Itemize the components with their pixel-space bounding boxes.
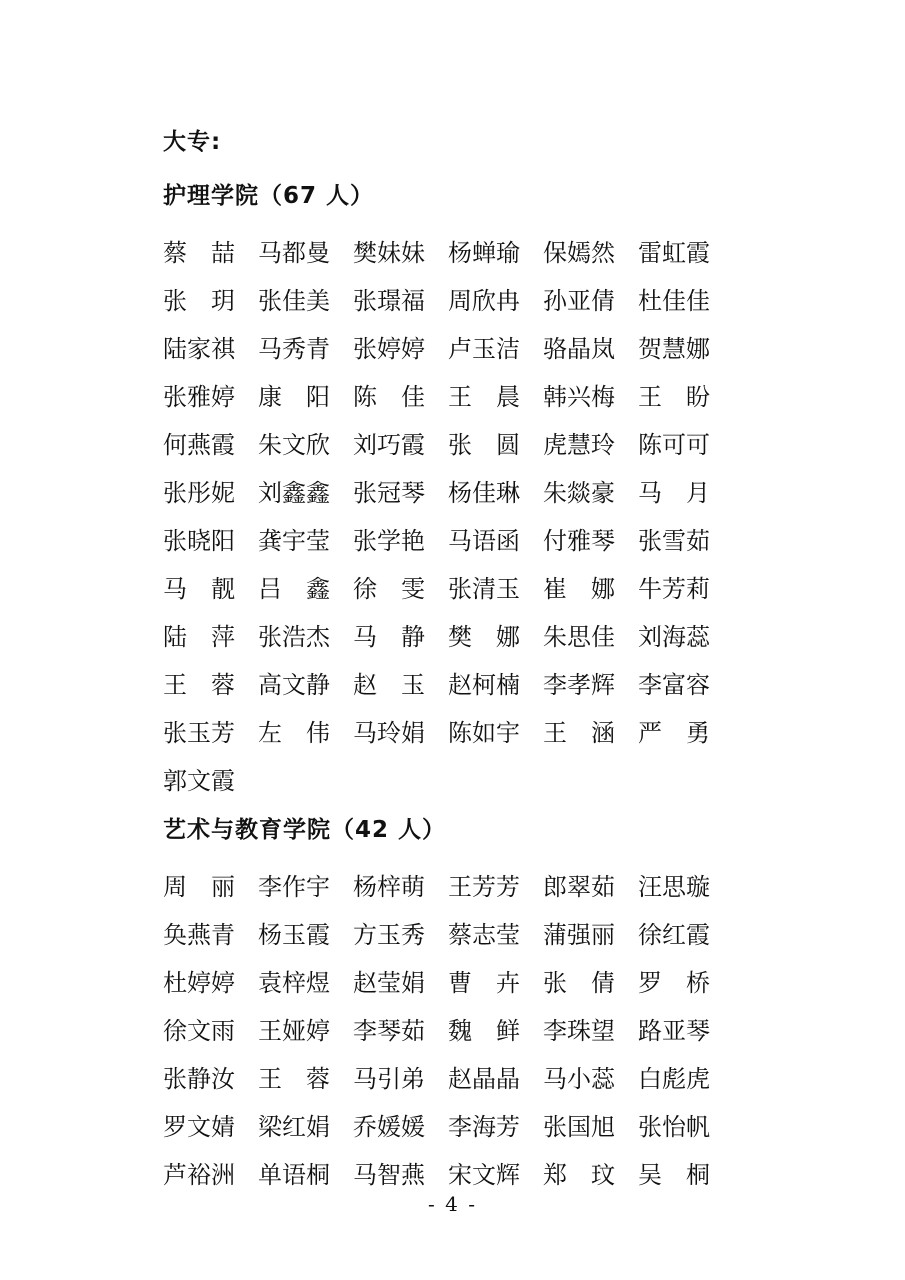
student-name: 杨佳琳 bbox=[448, 479, 520, 507]
student-name: 张冠琴 bbox=[353, 479, 425, 507]
student-name: 徐文雨 bbox=[163, 1017, 235, 1045]
name-row bbox=[163, 277, 710, 325]
student-name: 杜婷婷 bbox=[163, 969, 235, 997]
student-name: 郑玟 bbox=[543, 1161, 615, 1189]
student-name: 张圆 bbox=[448, 431, 520, 459]
student-name: 马玲娟 bbox=[353, 719, 425, 747]
student-name: 高文静 bbox=[258, 671, 330, 699]
student-name: 陆家祺 bbox=[163, 335, 235, 363]
student-name: 赵柯楠 bbox=[448, 671, 520, 699]
student-name: 魏鲜 bbox=[448, 1017, 520, 1045]
name-row bbox=[163, 1103, 710, 1151]
page-number: - 4 - bbox=[428, 1192, 477, 1216]
student-name: 朱燚豪 bbox=[543, 479, 615, 507]
student-name: 罗桥 bbox=[638, 969, 710, 997]
student-name: 李琴茹 bbox=[353, 1017, 425, 1045]
student-name: 吴桐 bbox=[638, 1161, 710, 1189]
student-name: 李富容 bbox=[638, 671, 710, 699]
name-row bbox=[163, 229, 710, 277]
student-name: 王盼 bbox=[638, 383, 710, 411]
student-name: 奂燕青 bbox=[163, 921, 235, 949]
student-name: 韩兴梅 bbox=[543, 383, 615, 411]
student-name: 康阳 bbox=[258, 383, 330, 411]
student-name: 马引弟 bbox=[353, 1065, 425, 1093]
student-name: 崔娜 bbox=[543, 575, 615, 603]
student-name: 保嫣然 bbox=[543, 239, 615, 267]
name-row bbox=[163, 1007, 710, 1055]
student-name: 马小蕊 bbox=[543, 1065, 615, 1093]
name-row bbox=[163, 709, 710, 757]
student-name: 徐雯 bbox=[353, 575, 425, 603]
student-name: 李海芳 bbox=[448, 1113, 520, 1141]
student-name: 刘海蕊 bbox=[638, 623, 710, 651]
name-row bbox=[163, 421, 710, 469]
student-name: 王蓉 bbox=[258, 1065, 330, 1093]
student-name: 张晓阳 bbox=[163, 527, 235, 555]
student-name: 严勇 bbox=[638, 719, 710, 747]
student-name: 乔媛媛 bbox=[353, 1113, 425, 1141]
student-name: 马都曼 bbox=[258, 239, 330, 267]
student-name: 马语函 bbox=[448, 527, 520, 555]
student-name: 李孝辉 bbox=[543, 671, 615, 699]
student-name: 王涵 bbox=[543, 719, 615, 747]
section-art-education-college bbox=[163, 817, 710, 1199]
student-name: 徐红霞 bbox=[638, 921, 710, 949]
student-name: 赵晶晶 bbox=[448, 1065, 520, 1093]
name-row bbox=[163, 911, 710, 959]
student-name: 张浩杰 bbox=[258, 623, 330, 651]
student-name: 郎翠茹 bbox=[543, 873, 615, 901]
page-content bbox=[163, 0, 710, 1205]
student-name: 梁红娟 bbox=[258, 1113, 330, 1141]
student-name: 张静汝 bbox=[163, 1065, 235, 1093]
student-name: 张学艳 bbox=[353, 527, 425, 555]
student-name: 方玉秀 bbox=[353, 921, 425, 949]
student-name: 王蓉 bbox=[163, 671, 235, 699]
student-name: 罗文婧 bbox=[163, 1113, 235, 1141]
student-name: 蒲强丽 bbox=[543, 921, 615, 949]
student-name: 朱思佳 bbox=[543, 623, 615, 651]
student-name: 樊妹妹 bbox=[353, 239, 425, 267]
name-row bbox=[163, 661, 710, 709]
student-name: 左伟 bbox=[258, 719, 330, 747]
name-row bbox=[163, 959, 710, 1007]
student-name: 孙亚倩 bbox=[543, 287, 615, 315]
student-name: 蔡志莹 bbox=[448, 921, 520, 949]
student-name: 陈如宇 bbox=[448, 719, 520, 747]
name-row bbox=[163, 325, 710, 373]
section-title: 艺术与教育学院（42 人） bbox=[163, 817, 447, 843]
name-row bbox=[163, 757, 710, 805]
student-name: 郭文霞 bbox=[163, 767, 235, 795]
student-name: 卢玉洁 bbox=[448, 335, 520, 363]
student-name: 马月 bbox=[638, 479, 710, 507]
student-name: 付雅琴 bbox=[543, 527, 615, 555]
student-name: 李作宇 bbox=[258, 873, 330, 901]
student-name: 虎慧玲 bbox=[543, 431, 615, 459]
student-name: 刘巧霞 bbox=[353, 431, 425, 459]
student-name: 马秀青 bbox=[258, 335, 330, 363]
student-name: 朱文欣 bbox=[258, 431, 330, 459]
student-name: 单语桐 bbox=[258, 1161, 330, 1189]
student-name: 陈可可 bbox=[638, 431, 710, 459]
student-name: 张彤妮 bbox=[163, 479, 235, 507]
degree-heading: 大专: bbox=[163, 129, 222, 155]
student-name: 赵莹娟 bbox=[353, 969, 425, 997]
student-name: 宋文辉 bbox=[448, 1161, 520, 1189]
student-name: 张玉芳 bbox=[163, 719, 235, 747]
student-name: 牛芳莉 bbox=[638, 575, 710, 603]
student-name: 白彪虎 bbox=[638, 1065, 710, 1093]
student-name: 汪思璇 bbox=[638, 873, 710, 901]
student-name: 张佳美 bbox=[258, 287, 330, 315]
name-row bbox=[163, 1055, 710, 1103]
student-name: 杨梓萌 bbox=[353, 873, 425, 901]
student-name: 张雅婷 bbox=[163, 383, 235, 411]
name-row bbox=[163, 863, 710, 911]
student-name: 张雪茹 bbox=[638, 527, 710, 555]
name-row bbox=[163, 517, 710, 565]
student-name: 周欣冉 bbox=[448, 287, 520, 315]
student-name: 龚宇莹 bbox=[258, 527, 330, 555]
student-name: 马静 bbox=[353, 623, 425, 651]
name-list bbox=[163, 229, 710, 805]
student-name: 雷虹霞 bbox=[638, 239, 710, 267]
student-name: 王娅婷 bbox=[258, 1017, 330, 1045]
name-row bbox=[163, 613, 710, 661]
student-name: 杨玉霞 bbox=[258, 921, 330, 949]
student-name: 何燕霞 bbox=[163, 431, 235, 459]
student-name: 李珠望 bbox=[543, 1017, 615, 1045]
section-title: 护理学院（67 人） bbox=[163, 183, 375, 209]
student-name: 王芳芳 bbox=[448, 873, 520, 901]
student-name: 樊娜 bbox=[448, 623, 520, 651]
student-name: 骆晶岚 bbox=[543, 335, 615, 363]
student-name: 张玥 bbox=[163, 287, 235, 315]
student-name: 刘鑫鑫 bbox=[258, 479, 330, 507]
student-name: 马智燕 bbox=[353, 1161, 425, 1189]
student-name: 张璟福 bbox=[353, 287, 425, 315]
name-row bbox=[163, 565, 710, 613]
student-name: 吕鑫 bbox=[258, 575, 330, 603]
student-name: 张清玉 bbox=[448, 575, 520, 603]
student-name: 马靓 bbox=[163, 575, 235, 603]
student-name: 曹卉 bbox=[448, 969, 520, 997]
name-row bbox=[163, 373, 710, 421]
student-name: 周丽 bbox=[163, 873, 235, 901]
student-name: 陆萍 bbox=[163, 623, 235, 651]
section-nursing-college bbox=[163, 183, 710, 805]
student-name: 蔡喆 bbox=[163, 239, 235, 267]
student-name: 陈佳 bbox=[353, 383, 425, 411]
student-name: 芦裕洲 bbox=[163, 1161, 235, 1189]
student-name: 张国旭 bbox=[543, 1113, 615, 1141]
name-row bbox=[163, 469, 710, 517]
name-list bbox=[163, 863, 710, 1199]
student-name: 张婷婷 bbox=[353, 335, 425, 363]
student-name: 袁梓煜 bbox=[258, 969, 330, 997]
student-name: 王晨 bbox=[448, 383, 520, 411]
student-name: 路亚琴 bbox=[638, 1017, 710, 1045]
student-name: 杜佳佳 bbox=[638, 287, 710, 315]
student-name: 杨蝉瑜 bbox=[448, 239, 520, 267]
student-name: 张倩 bbox=[543, 969, 615, 997]
student-name: 贺慧娜 bbox=[638, 335, 710, 363]
student-name: 张怡帆 bbox=[638, 1113, 710, 1141]
student-name: 赵玉 bbox=[353, 671, 425, 699]
